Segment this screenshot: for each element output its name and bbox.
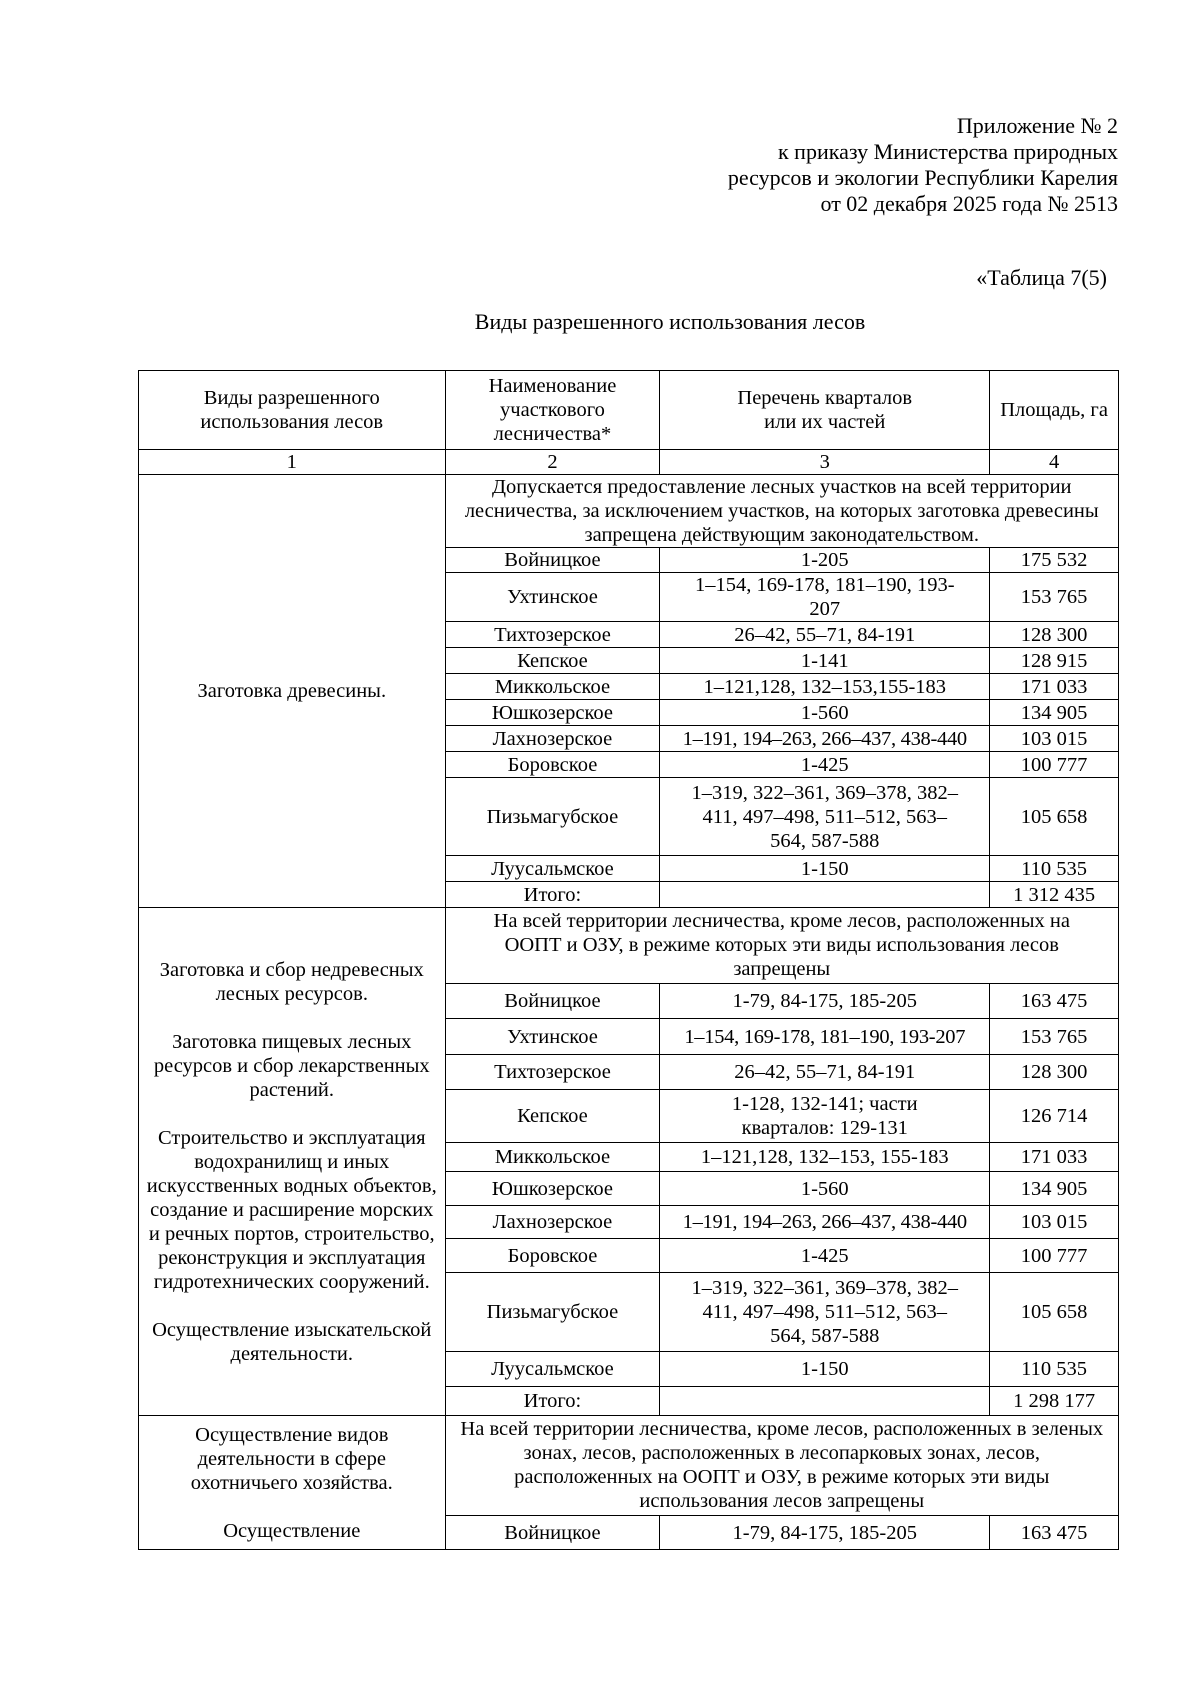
district-name: Кепское (445, 1090, 660, 1143)
usage-text: Заготовка древесины. (197, 680, 387, 702)
quarters-list: 1–154, 169-178, 181–190, 193-207 (660, 573, 990, 622)
column-number: 3 (660, 450, 990, 475)
header-cell-area: Площадь, га (990, 371, 1119, 450)
section1-note-row (139, 475, 1119, 548)
area-value: 134 905 (990, 1172, 1119, 1206)
header-line: ресурсов и экологии Республики Карелия (727, 165, 1118, 190)
table-number: «Таблица 7(5) (976, 265, 1107, 290)
header-cell-usage: Виды разрешенного использования лесов (139, 371, 446, 450)
area-value: 105 658 (990, 1273, 1119, 1352)
column-number-row (139, 450, 1119, 475)
usage-text: Осуществление видов деятельности в сфере охотничьего хозяйства. (190, 1423, 393, 1494)
area-value: 105 658 (990, 778, 1119, 856)
total-area: 1 312 435 (990, 882, 1119, 908)
district-name: Пизьмагубское (445, 1273, 660, 1352)
quarters-list: 1–121,128, 132–153,155-183 (660, 674, 990, 700)
quarters-list: 1-79, 84-175, 185-205 (660, 984, 990, 1019)
quarters-list: 1-79, 84-175, 185-205 (660, 1516, 990, 1550)
area-value: 153 765 (990, 1019, 1119, 1055)
quarters-list: 1–191, 194–263, 266–437, 438-440 (660, 726, 990, 752)
district-name: Миккольское (445, 1143, 660, 1172)
quarters-list: 1-141 (660, 648, 990, 674)
table-header-row (139, 371, 1119, 450)
area-value: 134 905 (990, 700, 1119, 726)
quarters-list: 1-150 (660, 856, 990, 882)
quarters-list: 1–121,128, 132–153, 155-183 (660, 1143, 990, 1172)
district-name: Ухтинское (445, 1019, 660, 1055)
area-value: 175 532 (990, 548, 1119, 573)
quarters-list: 1–191, 194–263, 266–437, 438-440 (660, 1206, 990, 1239)
district-name: Миккольское (445, 674, 660, 700)
column-number: 1 (139, 450, 446, 475)
quarters-list: 1–154, 169-178, 181–190, 193-207 (660, 1019, 990, 1055)
district-name: Тихтозерское (445, 1055, 660, 1090)
header-line: Приложение № 2 (956, 113, 1118, 138)
district-name: Тихтозерское (445, 622, 660, 648)
district-name: Луусальмское (445, 1352, 660, 1387)
area-value: 103 015 (990, 1206, 1119, 1239)
section3-note-row (139, 1416, 1119, 1516)
area-value: 163 475 (990, 1516, 1119, 1550)
district-name: Боровское (445, 752, 660, 778)
district-name: Боровское (445, 1239, 660, 1273)
section3-note: На всей территории лесничества, кроме лесов, расположенных в зеленых зонах, лесов, расположенных в лесопарковых зонах, лесов, расположенных на ООПТ и ОЗУ, в режиме которых эти виды использования лесов запрещены (445, 1416, 1118, 1516)
header-line: от 02 декабря 2025 года № 2513 (820, 191, 1118, 216)
district-name: Лахнозерское (445, 1206, 660, 1239)
district-name: Войницкое (445, 548, 660, 573)
appendix-header (728, 113, 1118, 217)
district-name: Луусальмское (445, 856, 660, 882)
quarters-list: 1-128, 132-141; части кварталов: 129-131 (660, 1090, 990, 1143)
area-value: 100 777 (990, 752, 1119, 778)
total-label: Итого: (445, 1387, 660, 1416)
usage-text: Заготовка пищевых лесных ресурсов и сбор лекарственных растений. (153, 1030, 430, 1101)
quarters-list: 26–42, 55–71, 84-191 (660, 1055, 990, 1090)
district-name: Войницкое (445, 1516, 660, 1550)
quarters-list: 1-205 (660, 548, 990, 573)
district-name: Пизьмагубское (445, 778, 660, 856)
quarters-list: 1-560 (660, 700, 990, 726)
area-value: 103 015 (990, 726, 1119, 752)
section3-usage (139, 1416, 446, 1550)
section1-usage (139, 475, 446, 908)
usage-text: Заготовка и сбор недревесных лесных ресурсов. (159, 958, 424, 1005)
header-cell-district: Наименование участкового лесничества* (445, 371, 660, 450)
document-title: Виды разрешенного использования лесов (474, 309, 866, 334)
area-value: 126 714 (990, 1090, 1119, 1143)
section2-note-row (139, 908, 1119, 984)
area-value: 171 033 (990, 1143, 1119, 1172)
quarters-list: 1-425 (660, 752, 990, 778)
district-name: Юшкозерское (445, 700, 660, 726)
forest-usage-table (138, 370, 1119, 1550)
district-name: Войницкое (445, 984, 660, 1019)
area-value: 153 765 (990, 573, 1119, 622)
usage-text: Осуществление изыскательской деятельности. (152, 1318, 432, 1365)
area-value: 128 300 (990, 1055, 1119, 1090)
quarters-list: 26–42, 55–71, 84-191 (660, 622, 990, 648)
area-value: 171 033 (990, 674, 1119, 700)
area-value: 128 300 (990, 622, 1119, 648)
empty-cell (660, 1387, 990, 1416)
section1-note: Допускается предоставление лесных участков на всей территории лесничества, за исключением участков, на которых заготовка древесины запрещена действующим законодательством. (445, 475, 1118, 548)
area-value: 110 535 (990, 856, 1119, 882)
total-area: 1 298 177 (990, 1387, 1119, 1416)
header-cell-quarters: Перечень кварталов или их частей (660, 371, 990, 450)
usage-text: Осуществление (223, 1519, 361, 1542)
district-name: Лахнозерское (445, 726, 660, 752)
section2-note: На всей территории лесничества, кроме лесов, расположенных на ООПТ и ОЗУ, в режиме которых эти виды использования лесов запрещены (445, 908, 1118, 984)
area-value: 100 777 (990, 1239, 1119, 1273)
quarters-list: 1–319, 322–361, 369–378, 382–411, 497–498, 511–512, 563–564, 587-588 (660, 778, 990, 856)
quarters-list: 1-425 (660, 1239, 990, 1273)
district-name: Кепское (445, 648, 660, 674)
header-line: к приказу Министерства природных (777, 139, 1118, 164)
quarters-list: 1–319, 322–361, 369–378, 382–411, 497–498, 511–512, 563–564, 587-588 (660, 1273, 990, 1352)
usage-text: Строительство и эксплуатация водохранилищ и иных искусственных водных объектов, создание и расширение морских и речных портов, строительство, реконструкция и эксплуатация гидротехнических сооружений. (146, 1126, 437, 1293)
quarters-list: 1-560 (660, 1172, 990, 1206)
quarters-list: 1-150 (660, 1352, 990, 1387)
column-number: 2 (445, 450, 660, 475)
area-value: 128 915 (990, 648, 1119, 674)
district-name: Юшкозерское (445, 1172, 660, 1206)
total-label: Итого: (445, 882, 660, 908)
column-number: 4 (990, 450, 1119, 475)
area-value: 163 475 (990, 984, 1119, 1019)
area-value: 110 535 (990, 1352, 1119, 1387)
district-name: Ухтинское (445, 573, 660, 622)
empty-cell (660, 882, 990, 908)
section2-usage (139, 908, 446, 1416)
